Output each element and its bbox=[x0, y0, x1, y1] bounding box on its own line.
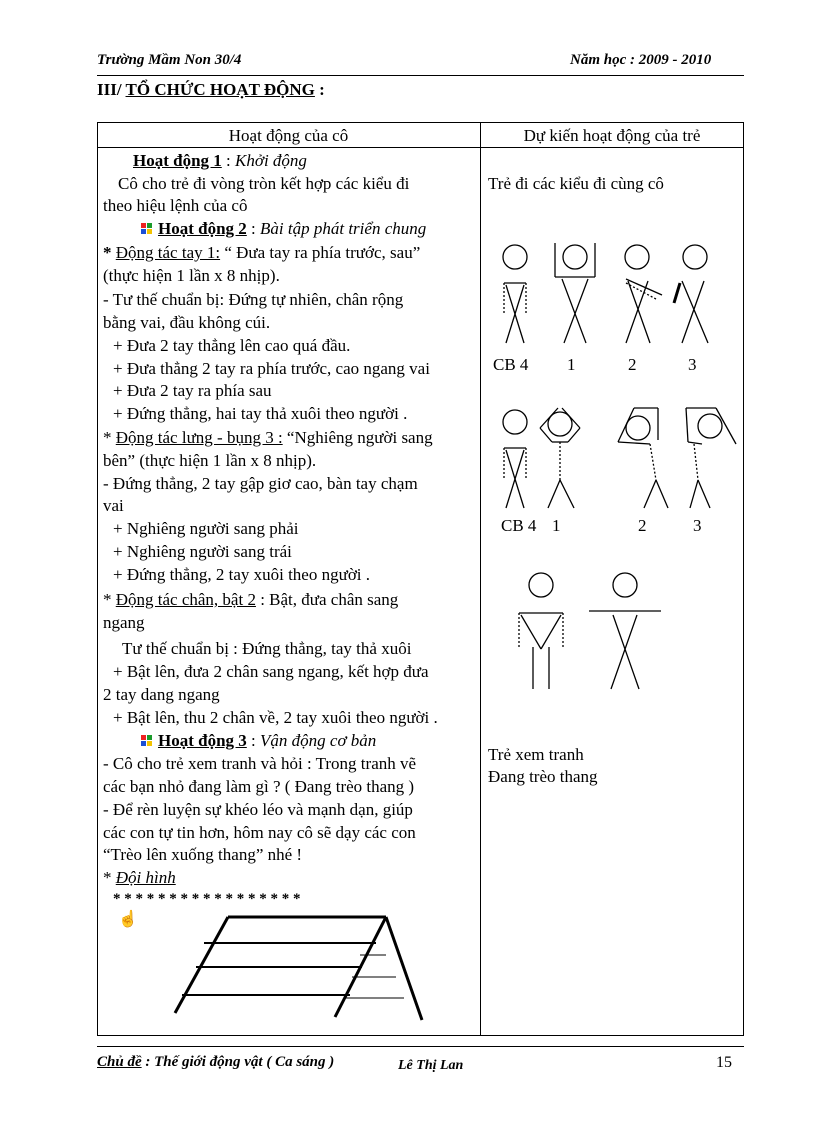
footer-topic bbox=[97, 1054, 334, 1071]
right-text-1: Trẻ đi các kiểu đi cùng cô bbox=[488, 174, 664, 193]
doihinh-star: * bbox=[103, 868, 116, 887]
table-column-divider bbox=[480, 122, 481, 1036]
lung-tt2: vai bbox=[103, 496, 124, 515]
lung-desc: “Nghiêng người sang bbox=[282, 428, 433, 447]
ladder-drawing bbox=[160, 905, 430, 1030]
tay-desc: “ Đưa tay ra phía trước, sau” bbox=[220, 243, 421, 262]
section-title-text: TỔ CHỨC HOẠT ĐỘNG bbox=[125, 80, 315, 99]
hd2-heading bbox=[140, 219, 426, 239]
chan-tt: Tư thế chuẩn bị : Đứng thẳng, tay thả xuôi bbox=[122, 639, 412, 658]
lung-step1: + Nghiêng người sang phải bbox=[113, 519, 299, 538]
tay-step1: + Đưa 2 tay thẳng lên cao quá đầu. bbox=[113, 336, 351, 355]
fig1-label-cb4: CB 4 bbox=[493, 355, 529, 374]
fig1-label-3: 3 bbox=[688, 355, 697, 374]
hd3-name: Vận động cơ bản bbox=[260, 731, 377, 750]
table-header-divider bbox=[97, 147, 744, 148]
tay-heading bbox=[103, 243, 420, 263]
section-prefix: III/ bbox=[97, 80, 122, 99]
chan-star: * bbox=[103, 590, 116, 609]
lung-tt1: - Đứng thẳng, 2 tay gập giơ cao, bàn tay chạm bbox=[103, 474, 418, 493]
tay-label: Động tác tay 1: bbox=[115, 243, 221, 262]
footer-topic-text: : Thế giới động vật ( Ca sáng ) bbox=[141, 1054, 335, 1070]
page-number: 15 bbox=[716, 1054, 732, 1071]
hd1-name: Khởi động bbox=[235, 151, 307, 170]
tay-line2: (thực hiện 1 lần x 8 nhịp). bbox=[103, 266, 280, 285]
fig1-label-2: 2 bbox=[628, 355, 637, 374]
chan-heading bbox=[103, 590, 398, 610]
section-suffix: : bbox=[319, 80, 325, 99]
lung-heading bbox=[103, 428, 433, 448]
fig2-label-1: 1 bbox=[552, 516, 561, 535]
children-stars-row: * * * * * * * * * * * * * * * * * bbox=[113, 891, 301, 907]
doihinh-heading bbox=[103, 868, 176, 888]
lung-line2: bên” (thực hiện 1 lần x 8 nhịp). bbox=[103, 451, 317, 470]
fig2-label-cb4: CB 4 bbox=[501, 516, 537, 535]
hd3-line2: các bạn nhỏ đang làm gì ? ( Đang trèo thang ) bbox=[103, 777, 415, 796]
pencil-flag-icon bbox=[140, 221, 154, 235]
section-title bbox=[97, 80, 325, 100]
fig2-label-2: 2 bbox=[638, 516, 647, 535]
hd3-line5: “Trèo lên xuống thang” nhé ! bbox=[103, 845, 303, 864]
hd3-sep: : bbox=[246, 731, 261, 750]
right-text-2b: Đang trèo thang bbox=[488, 767, 598, 786]
tay-star: * bbox=[103, 243, 116, 262]
exercise-figures-bend bbox=[490, 400, 740, 520]
tay-tt1: - Tư thế chuẩn bị: Đứng tự nhiên, chân rộng bbox=[103, 290, 404, 309]
tay-step2: + Đưa thẳng 2 tay ra phía trước, cao ngang vai bbox=[113, 359, 430, 378]
lung-label: Động tác lưng - bụng 3 : bbox=[115, 428, 283, 447]
hd1-line1: Cô cho trẻ đi vòng tròn kết hợp các kiểu đi bbox=[118, 174, 410, 193]
exercise-figures-arms bbox=[490, 235, 730, 355]
lung-step2: + Nghiêng người sang trái bbox=[113, 542, 292, 561]
school-year: Năm học : 2009 - 2010 bbox=[570, 52, 712, 68]
chan-step2: + Bật lên, thu 2 chân về, 2 tay xuôi theo người . bbox=[113, 708, 438, 727]
hd2-title: Hoạt động 2 bbox=[158, 219, 247, 238]
fig2-label-3: 3 bbox=[693, 516, 702, 535]
right-text-2a: Trẻ xem tranh bbox=[488, 745, 584, 764]
col1-header: Hoạt động của cô bbox=[228, 126, 349, 145]
chan-line2: ngang bbox=[103, 613, 145, 632]
tay-step4: + Đứng thẳng, hai tay thả xuôi theo người . bbox=[113, 404, 408, 423]
chan-label: Động tác chân, bật 2 bbox=[115, 590, 256, 609]
hd3-line1: - Cô cho trẻ xem tranh và hỏi : Trong tranh vẽ bbox=[103, 754, 417, 773]
header-rule bbox=[97, 75, 744, 76]
hd2-sep: : bbox=[246, 219, 261, 238]
exercise-figures-jump bbox=[505, 565, 675, 695]
chan-desc: : Bật, đưa chân sang bbox=[255, 590, 399, 609]
pencil-flag-icon bbox=[140, 733, 154, 747]
hd3-title: Hoạt động 3 bbox=[158, 731, 247, 750]
hd2-name: Bài tập phát triển chung bbox=[260, 219, 427, 238]
lung-star: * bbox=[103, 428, 116, 447]
hd1-title: Hoạt động 1 bbox=[133, 151, 222, 170]
teacher-pointer-icon: ☝ bbox=[118, 911, 138, 928]
chan-step1b: 2 tay dang ngang bbox=[103, 685, 220, 704]
hd1-line2: theo hiệu lệnh của cô bbox=[103, 196, 248, 215]
footer-author: Lê Thị Lan bbox=[398, 1058, 464, 1072]
fig1-label-1: 1 bbox=[567, 355, 576, 374]
lung-step3: + Đứng thẳng, 2 tay xuôi theo người . bbox=[113, 565, 371, 584]
hd3-heading bbox=[140, 731, 376, 751]
chan-step1: + Bật lên, đưa 2 chân sang ngang, kết hợp đưa bbox=[113, 662, 429, 681]
hd3-line4: các con tự tin hơn, hôm nay cô sẽ dạy các con bbox=[103, 823, 416, 842]
school-name: Trường Mầm Non 30/4 bbox=[97, 52, 242, 68]
hd3-line3: - Để rèn luyện sự khéo léo và mạnh dạn, giúp bbox=[103, 800, 413, 819]
footer-rule bbox=[97, 1046, 744, 1047]
hd1-heading bbox=[133, 151, 307, 171]
hd1-sep: : bbox=[221, 151, 236, 170]
col2-header: Dự kiến hoạt động của trẻ bbox=[523, 126, 701, 145]
footer-topic-label: Chủ đề bbox=[97, 1054, 142, 1070]
tay-step3: + Đưa 2 tay ra phía sau bbox=[113, 381, 272, 400]
tay-tt2: bằng vai, đầu không cúi. bbox=[103, 313, 271, 332]
doihinh-label: Đội hình bbox=[115, 868, 176, 887]
